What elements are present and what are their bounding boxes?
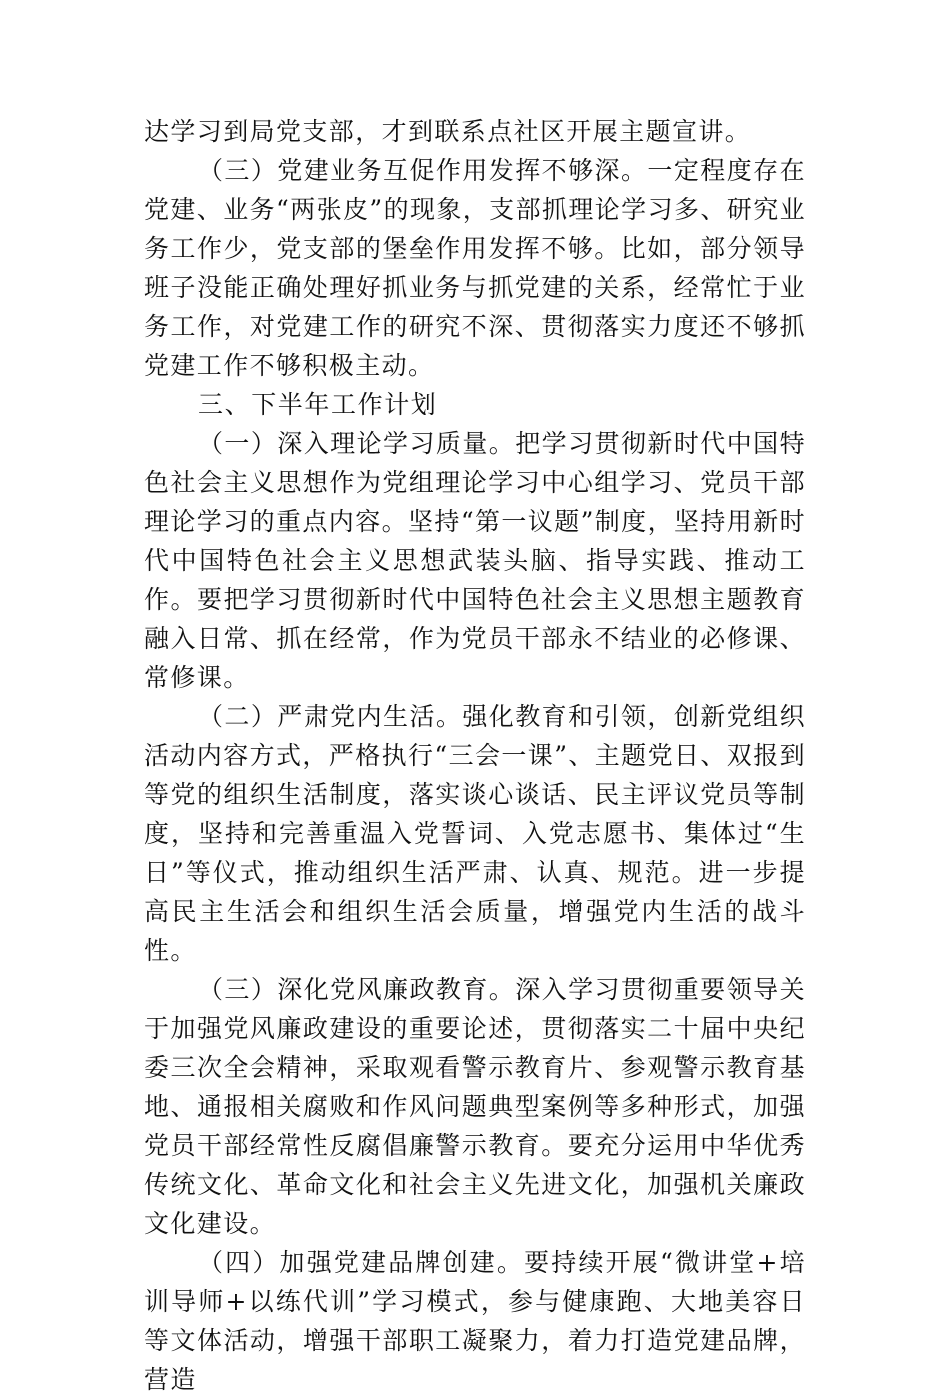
continuation-paragraph: 达学习到局党支部，才到联系点社区开展主题宣讲。	[144, 117, 752, 146]
document-page	[144, 112, 806, 1399]
plan-1-lead: （一）深入理论学习质量。	[198, 429, 516, 458]
plan-1-paragraph	[144, 424, 806, 697]
plan-1-body: 把学习贯彻新时代中国特色社会主义思想作为党组理论学习中心组学习、党员干部理论学习的重点内容。坚持“第一议题”制度，坚持用新时代中国特色社会主义思想武装头脑、指导实践、推动工作。要把学习贯彻新时代中国特色社会主义思想主题教育融入日常、抓在经常，作为党员干部永不结业的必修课、常修课。	[144, 429, 806, 692]
issue-3-paragraph	[144, 151, 806, 385]
plan-3-body: 深入学习贯彻重要领导关于加强党风廉政建设的重要论述，贯彻落实二十届中央纪委三次全会精神，采取观看警示教育片、参观警示教育基地、通报相关腐败和作风问题典型案例等多种形式，加强党员干部经常性反腐倡廉警示教育。要充分运用中华优秀传统文化、革命文化和社会主义先进文化，加强机关廉政文化建设。	[144, 975, 806, 1238]
plan-2-paragraph	[144, 697, 806, 970]
plan-3-paragraph	[144, 970, 806, 1243]
issue-3-lead: （三）党建业务互促作用发挥不够深。	[198, 156, 648, 185]
plan-2-body: 强化教育和引领，创新党组织活动内容方式，严格执行“三会一课”、主题党日、双报到等党的组织生活制度，落实谈心谈话、民主评议党员等制度，坚持和完善重温入党誓词、入党志愿书、集体过“生日”等仪式，推动组织生活严肃、认真、规范。进一步提高民主生活会和组织生活会质量，增强党内生活的战斗性。	[144, 702, 806, 965]
plan-4-paragraph	[144, 1243, 806, 1399]
plan-4-body: 要持续开展“微讲堂+培训导师+以练代训”学习模式，参与健康跑、大地美容日等文体活动，增强干部职工凝聚力，着力打造党建品牌，营造	[144, 1248, 806, 1394]
section-heading: 三、下半年工作计划	[198, 390, 438, 419]
issue-3-body: 一定程度存在党建、业务“两张皮”的现象，支部抓理论学习多、研究业务工作少，党支部的堡垒作用发挥不够。比如，部分领导班子没能正确处理好抓业务与抓党建的关系，经常忙于业务工作，对党建工作的研究不深、贯彻落实力度还不够抓党建工作不够积极主动。	[144, 156, 806, 380]
plan-3-lead: （三）深化党风廉政教育。	[198, 975, 516, 1004]
plan-4-lead: （四）加强党建品牌创建。	[198, 1248, 525, 1277]
plan-2-lead: （二）严肃党内生活。	[198, 702, 463, 731]
